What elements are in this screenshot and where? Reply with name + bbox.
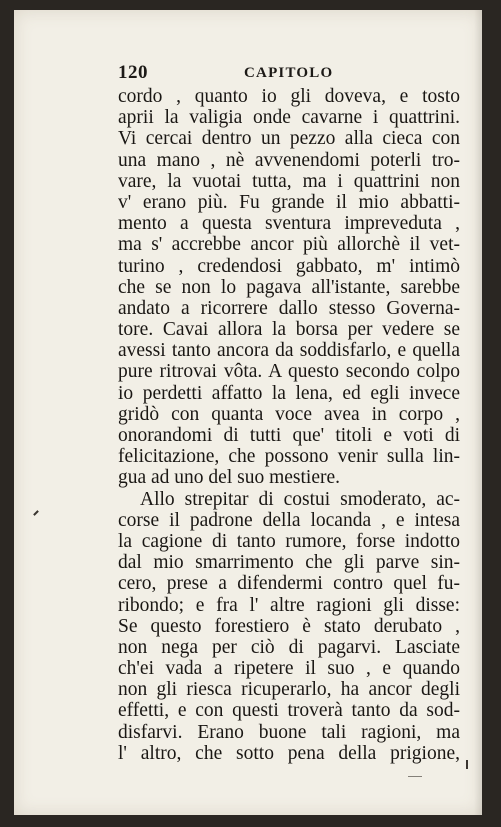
text-line: andato a ricorrere dallo stesso Governa-	[118, 297, 460, 319]
text-line: l' altro, che sotto pena della prigione,	[118, 742, 460, 764]
text-line: disfarvi. Erano buone tali ragioni, ma	[118, 721, 460, 743]
text-line: non gli riesca ricuperarlo, ha ancor degli	[118, 679, 460, 701]
text-line: aprii la valigia onde cavarne i quattrini.	[118, 107, 460, 129]
text-line: corse il padrone della locanda , e intesa	[118, 509, 460, 531]
margin-speck	[466, 760, 468, 769]
text-line: gua ad uno del suo mestiere.	[118, 467, 341, 489]
chapter-heading: CAPITOLO	[244, 65, 334, 81]
margin-speck	[408, 776, 422, 777]
text-line: ch'ei vada a ripetere il suo , e quando	[118, 658, 460, 680]
running-head	[118, 62, 458, 86]
text-line: cordo , quanto io gli doveva, e tosto	[118, 86, 460, 107]
text-line: ma s' accrebbe ancor più allorchè il vet-	[118, 234, 460, 256]
text-line: tore. Cavai allora la borsa per vedere se	[118, 319, 460, 341]
page-number: 120	[118, 62, 148, 83]
text-line: turino , credendosi gabbato, m' intimò	[118, 255, 460, 277]
text-line: felicitazione, che possono venir sulla lin-	[118, 446, 460, 468]
margin-speck	[33, 510, 39, 516]
text-line: gridò con quanta voce avea in corpo ,	[118, 403, 460, 425]
text-line: non nega per ciò di pagarvi. Lasciate	[118, 636, 460, 658]
text-line: avessi tanto ancora da soddisfarlo, e quella	[118, 340, 460, 362]
text-line: Vi cercai dentro un pezzo alla cieca con	[118, 128, 460, 150]
text-line: v' erano più. Fu grande il mio abbatti-	[118, 191, 460, 213]
text-line: Se questo forestiero è stato derubato ,	[118, 615, 460, 637]
text-line: mento a questa sventura impreveduta ,	[118, 213, 460, 235]
text-line: ribondo; e fra l' altre ragioni gli disse:	[118, 594, 460, 616]
text-line: Allo strepitar di costui smoderato, ac-	[140, 488, 460, 510]
text-line: una mano , nè avvenendomi poterli tro-	[118, 149, 460, 171]
text-line: io perdetti affatto la lena, ed egli invece	[118, 382, 460, 404]
text-line: effetti, e con questi troverà tanto da sod-	[118, 700, 460, 722]
text-line: la cagione di tanto rumore, forse indotto	[118, 530, 460, 552]
text-line: vare, la vuotai tutta, ma i quattrini non	[118, 170, 460, 192]
text-line: dal mio smarrimento che gli parve sin-	[118, 552, 460, 574]
text-line: cero, prese a difendermi contro quel fu-	[118, 573, 460, 595]
page-edge-shadow	[474, 10, 482, 815]
text-line: onorandomi di tutti que' titoli e voti di	[118, 425, 460, 446]
book-page	[14, 10, 482, 815]
text-line: pure ritrovai vôta. A questo secondo colpo	[118, 361, 460, 383]
body-text	[118, 86, 460, 764]
text-line: che se non lo pagava all'istante, sarebbe	[118, 276, 460, 298]
